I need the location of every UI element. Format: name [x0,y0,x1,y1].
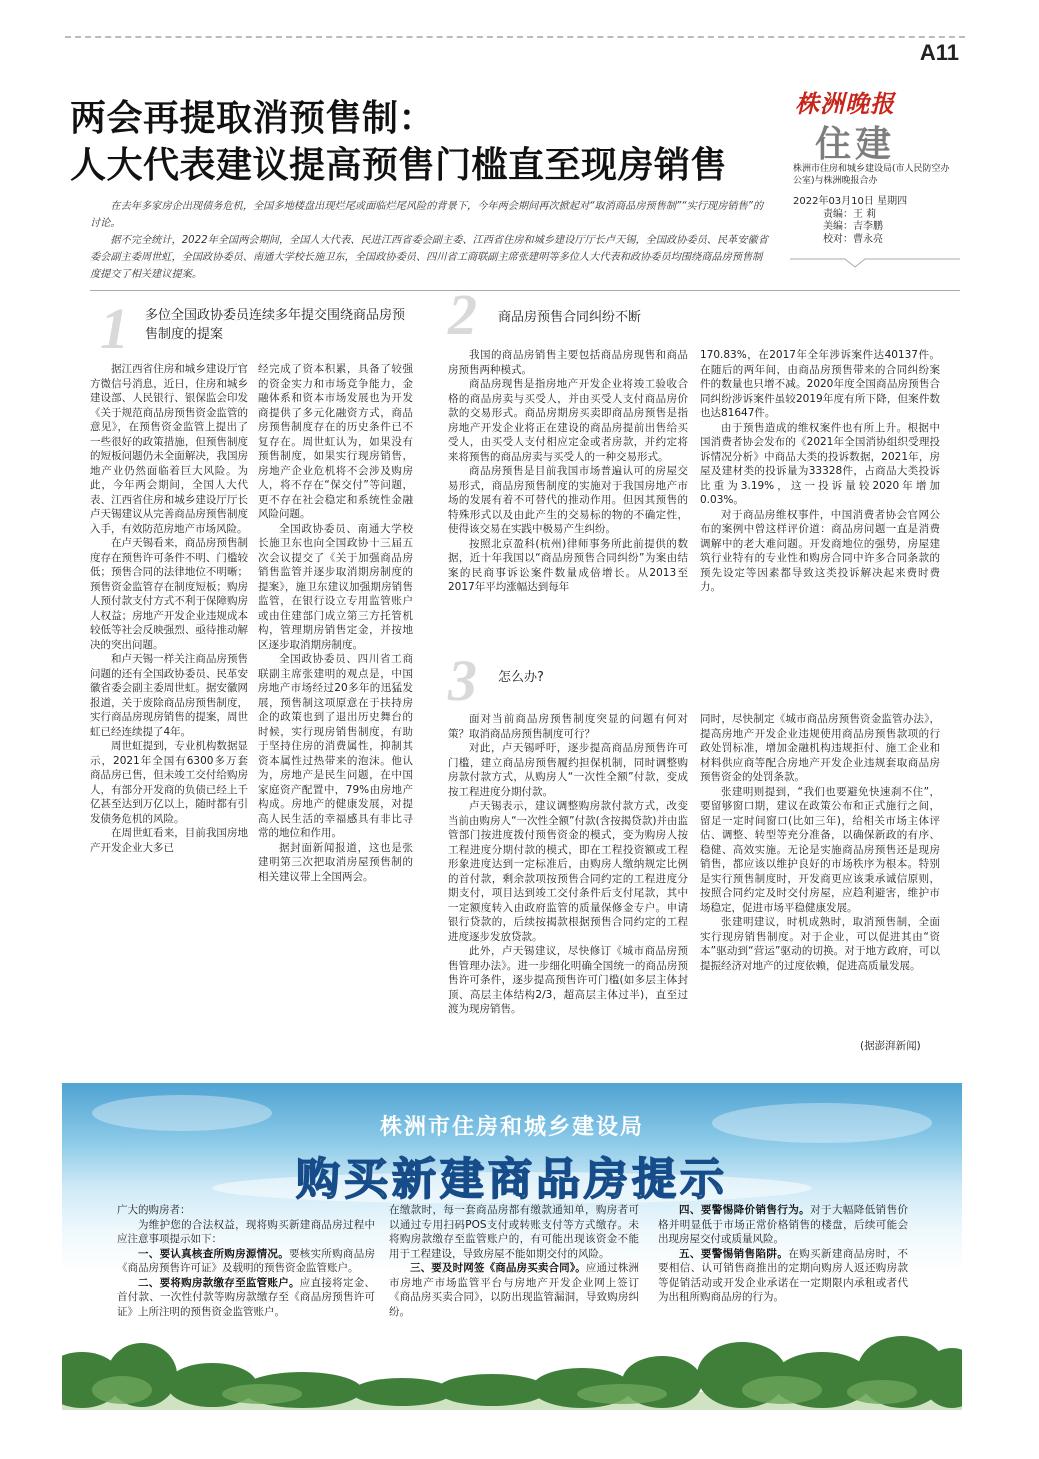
section-1-column-1 [90,362,248,1062]
ad-agency-name: 株洲市住房和城乡建设局 [379,1115,644,1140]
paragraph: 在周世虹看来，目前我国房地产开发企业大多已 [90,827,248,854]
ad-column-2 [389,1203,639,1319]
paragraph: 面对当前商品房预售制度突显的问题有何对策？取消商品房预售制度可行？ [448,713,688,740]
ad-item-body: 要核实所购商品房《商品房预售许可证》及载明的预售资金监管账户。 [117,1247,375,1274]
ad-title: 购买新建商品房提示 [296,1154,728,1205]
paragraph: 按照北京盈科(杭州)律师事务所此前提供的数据，近十年我国以“商品房预售合同纠纷”为案由结案的民商事诉讼案件数量成倍增长。从2013至2017年平均涨幅达到每年 [448,537,688,593]
section-number: 3 [448,648,477,713]
section-title: 多位全国政协委员连续多年提交围绕商品房预售制度的提案 [145,308,406,342]
paragraph: 商品房预售是目前我国市场普遍认可的房屋交易形式，商品房预售制度的实施对于我国房地产市场的发展有着不可替代的推动作用。但因其预售的特殊形式以及由此产生的交易标的物的不确定性，使得该交易在实践中极易产生纠纷。 [448,465,688,535]
paragraph: 对于商品房维权事件，中国消费者协会官网公布的案例中曾这样评价道：商品房问题一直是消费调解中的老大难问题。开发商地位的强势，房屋建筑行业特有的专业性和购房合同中许多合同条款的预先设定等因素都导致这类投诉解决起来费时费力。 [700,508,940,593]
lead-paragraph: 在去年多家房企出现债务危机，全国多地楼盘出现烂尾或面临烂尾风险的背景下，今年两会期间再次掀起对“取消商品房预售制”“实行现房销售”的讨论。 [90,201,764,229]
section-number: 2 [448,282,477,347]
paragraph: 据封面新闻报道，这也是张建明第三次把取消房屋预售制的相关建议带上全国两会。 [258,841,413,883]
paragraph: 由于预售造成的维权案件也有所上升。根据中国消费者协会发布的《2021年全国消协组织受理投诉情况分析》中商品大类的投诉数据，2021年，房屋及建材类的投诉量为33328件，占商品大类投诉比重为3.19%，这一投诉量较2020年增加0.03%。 [700,421,940,506]
sponsor-line: 株洲市住房和城乡建设局(市人民防空办公室)与株洲晚报合办 [793,164,950,186]
housing-bureau-notice-ad [62,1083,962,1410]
ad-item [117,1247,375,1276]
paragraph: 张建明建议，时机成熟时，取消预售制，全面实行现房销售制度。对于企业，可以促进其由“资本”驱动到“营运”驱动的切换。对于地方政府，可以提振经济对地产的过度依赖，促进高质量发展。 [700,916,940,972]
section-3-column-1 [448,712,688,1058]
paragraph: 周世虹提到，专业机构数据显示，2021年全国有6300多万套商品房已售，但未竣工交付给购房人，有部分开发商的负债已经上千亿甚至达到万亿以上，随时都有引发债务危机的风险。 [90,740,248,825]
ad-item [389,1261,639,1319]
ad-column-1 [117,1203,375,1319]
proofreader-credit: 校对：曹永亮 [823,233,883,245]
section-2-column-1 [448,348,688,648]
paragraph: 全国政协委员、四川省工商联副主席张建明的观点是，中国房地产市场经过20多年的迅猛发展，预售制这项原意在于扶持房企的政策也到了退出历史舞台的时候，实行现房销售制度，有助于坚持住房的消费属性，抑制其资本属性过热带来的泡沫。他认为，房地产是民生问题，在中国家庭资产配置中，79%由房地产构成。房地产的健康发展，对提高人民生活的幸福感具有非比寻常的地位和作用。 [258,653,413,839]
ad-item-body: 在购买新建商品房时，不要相信、认可销售商推出的定期向购房人返还购房款等促销活动或开发企业承诺在一定期限内承租或者代为出租所购商品房的行为。 [658,1247,908,1303]
ad-intro: 为维护您的合法权益，现将购买新建商品房过程中应注意事项提示如下： [117,1218,375,1245]
paragraph: 对此，卢天锡呼吁，逐步提高商品房预售许可门槛，建立商品房预售履约担保机制，同时调整购房款付款方式，从购房人“一次性全额”付款，变成按工程进度分期付款。 [448,742,688,798]
paragraph: 商品房现售是指房地产开发企业将竣工验收合格的商品房卖与买受人，并由买受人支付商品房价款的交易形式。商品房期房买卖即商品房预售是指房地产开发企业将正在建设的商品房提前出售给买受人，由买受人支付相应定金或者房款，并约定将来将预售的商品房卖与买受人的一种交易形式。 [448,378,688,463]
paragraph: 卢天锡表示，建议调整购房款付款方式，改变当前由购房人“一次性全额”付款(含按揭贷款)并由监管部门按进度拨付预售资金的模式，变为购房人按工程进度分期付款的模式，即在工程投资额或工程形象进度达到一定标准后，由购房人缴纳规定比例的首付款，剩余款项按预售合同约定的工程进度分期支付，项目达到竣工交付条件后支付尾款，其中一定额度转入由政府监管的质量保修金专户。申请银行贷款的，后续按揭款根据预售合同约定的工程进度逐步发放贷款。 [448,800,688,943]
paragraph: 在卢天锡看来，商品房预售制度存在预售许可条件不明、门槛较低；预售合同的法律地位不明晰；预售资金监管存在制度短板；购房人预付款支付方式不利于保障购房人权益；房地产开发企业违规成本较低等社会反映强烈、亟待推动解决的突出问题。 [90,537,248,651]
lead-paragraph: 据不完全统计，2022年全国两会期间，全国人大代表、民进江西省委会副主委、江西省住房和城乡建设厅厅长卢天锡，全国政协委员、民革安徽省委会副主委周世虹，全国政协委员、南通大学校长施卫东，全国政协委员、四川省工商联副主席张建明等多位人大代表和政协委员均围绕商品房预售制度提交了相关建议提案。 [90,235,768,280]
article-lead [90,198,770,283]
ad-item [117,1276,375,1320]
source-credit: (据澎湃新闻) [860,1040,921,1052]
ad-item-heading: 四、要警惕降价销售行为。 [679,1204,811,1216]
section-number: 1 [100,296,129,361]
section-2-column-2 [700,348,940,648]
newspaper-logo: 株洲晚报 [795,89,895,118]
ad-item-heading: 五、要警惕销售陷阱。 [679,1247,789,1260]
paragraph: 同时，尽快制定《城市商品房预售资金监管办法》，提高房地产开发企业违规使用商品房预售款项的行政处罚标准，增加金融机构违规拒付、施工企业和材料供应商等配合房地产开发企业违规套取商品房预售资金的处罚条款。 [700,713,940,783]
section-title: 商品房预售合同纠纷不断 [498,310,642,325]
issue-date: 2022年03月10日 星期四 [793,196,908,207]
ad-paragraph: 在缴款时，每一套商品房都有缴款通知单，购房者可以通过专用扫码POS支付或转账支付等方式缴存。未将购房款缴存至监管账户的，有可能出现该资金不能用于工程建设，导致房屋不能如期交付的风险。 [389,1204,639,1260]
ad-item-body: 应直接将定金、首付款、一次性付款等购房款缴存至《商品房预售许可证》上所注明的预售资金监管账户。 [117,1276,376,1318]
section-3-column-2 [700,712,940,1032]
paragraph: 全国政协委员、南通大学校长施卫东也向全国政协十三届五次会议提交了《关于加强商品房销售监管并逐步取消期房制度的提案》，施卫东建议加强期房销售监管，在银行设立专用监管账户或由住建部门成立第三方托管机构，管理期房销售定金，并按地区逐步取消期房制度。 [258,522,413,651]
paragraph: 170.83%，在2017年全年涉诉案件达40137件。在随后的两年间，由商品房预售带来的合同纠纷案件的数量也只增不减。2020年度全国商品房预售合同纠纷涉诉案件虽较2019年度有所下降，但案件数也达81647件。 [700,349,940,419]
designer-credit: 美编：吉李鹏 [823,221,883,232]
tree-line-illustration [62,1320,962,1410]
page-meta [793,196,907,246]
lead-separator [90,290,960,291]
paragraph: 经完成了资本积累，具备了较强的资金实力和市场竞争能力，金融体系和资本市场发展也为开发商提供了多元化融资方式，商品房预售制度存在的历史条件已不复存在。周世虹认为，如果没有预售制度，如果实行现房销售，房地产企业危机将不会涉及购房人，将不存在“保交付”等问题，更不存在社会稳定和系统性金融风险问题。 [258,363,413,520]
section-1-column-2 [258,362,413,1062]
meta-divider [790,255,960,271]
paragraph: 张建明则提到，“我们也要避免快速刹不住”，要留够窗口期，建议在政策公布和正式施行之间，留足一定时间窗口(比如三年)，给相关市场主体评估、调整、转型等充分准备，以确保新政的有序、稳健、高效实施。无论是实施商品房预售还是现房销售，都应该以维护良好的市场秩序为根本。特别是实行预售制度时，开发商更应该秉承诚信原则，按照合同约定及时交付房屋，应趋利避害，维护市场稳定，促进市场平稳健康发展。 [700,785,940,914]
page-number: A11 [919,40,959,65]
ad-item-heading: 二、要将购房款缴存至监管账户。 [138,1276,300,1289]
ad-item [658,1203,908,1247]
paragraph: 和卢天锡一样关注商品房预售问题的还有全国政协委员、民革安徽省委会副主委周世虹。据安徽网报道，关于废除商品房预售制度，实行商品房现房销售的提案，周世虹已经连续提了4年。 [90,653,248,738]
paragraph: 据江西省住房和城乡建设厅官方微信号消息，近日，住房和城乡建设部、人民银行、银保监会印发《关于规范商品房预售资金监管的意见》，在预售资金监管上提出了一些很好的政策措施，但预售制度的短板问题仍未全面解决，我国房地产业仍然面临着巨大风险。为此，今年两会期间，全国人大代表、江西省住房和城乡建设厅厅长卢天锡建议从完善商品房预售制度入手，有效防范房地产市场风险。 [90,363,248,535]
top-dashed-rule [65,36,965,38]
section-title: 怎么办? [498,670,544,685]
ad-item-heading: 三、要及时网签《商品房买卖合同》。 [410,1262,586,1274]
ad-greeting: 广大的购房者： [117,1204,191,1216]
ad-item-body: 应通过株洲市房地产市场监管平台与房地产开发企业网上签订《商品房买卖合同》，以防出现监管漏洞，导致购房纠纷。 [389,1262,640,1318]
ad-item-heading: 一、要认真核查所购房源情况。 [138,1247,289,1260]
headline-line-1: 两会再提取消预售制： [70,98,436,139]
ad-column-3 [658,1203,908,1305]
section-name: 住建 [815,123,896,165]
editor-credit: 责编：王 莉 [823,208,877,220]
ad-item-body: 对于大幅降低销售价格并明显低于市场正常价格销售的楼盘，后续可能会出现房屋交付或质量风险。 [658,1204,909,1245]
ad-item [658,1247,908,1305]
paragraph: 此外，卢天锡建议，尽快修订《城市商品房预售管理办法》。进一步细化明确全国统一的商品房预售许可条件，逐步提高预售许可门槛(如多层主体封顶、高层主体结构2/3，超高层主体过半)，直至过渡为现房销售。 [448,945,688,1015]
headline-line-2: 人大代表建议提高预售门槛直至现房销售 [70,145,728,186]
paragraph: 我国的商品房销售主要包括商品房现售和商品房预售两种模式。 [448,349,688,376]
